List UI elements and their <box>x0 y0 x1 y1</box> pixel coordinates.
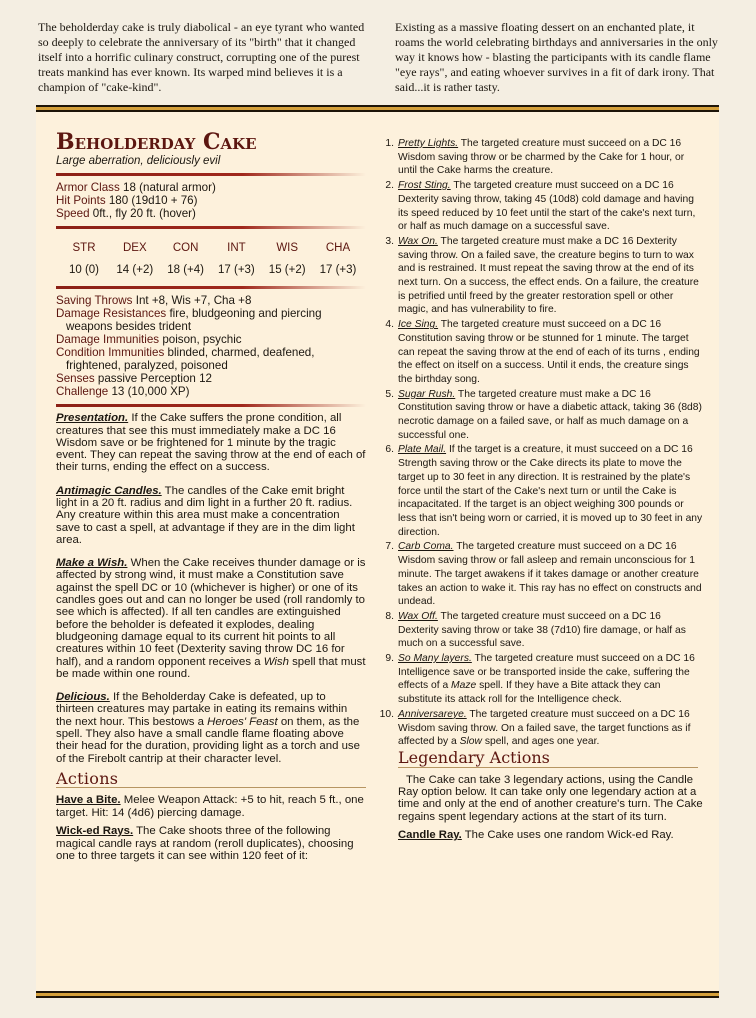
intro-right-text: Existing as a massive floating dessert on an enchanted plate, it roams the world celebrating birthdays and anniversaries in the only way it knows how - blasting the participants with its candle flame "eye rays", and eating whoever survives in a fit of dark irony. That said...it is rather tasty. <box>395 20 718 94</box>
ability-wis: WIS 15 (+2) <box>268 242 306 276</box>
ability-int: INT 17 (+3) <box>218 242 255 276</box>
list-item: 1. Pretty Lights. The targeted creature must succeed on a DC 16 Wisdom saving throw or be charmed by the Cake for 1 hour, or until the Cake harms the creature. <box>385 138 685 177</box>
intro-left-text: The beholderday cake is truly diabolical - an eye tyrant who wanted so deeply to celebrate the anniversary of its "birth" that it changed itself into a horrific culinary construct, corrupting one of the purest treats mankind has ever known. Its warped mind believes it is a champion of "cake-kind". <box>38 20 365 94</box>
saving-throws: Saving Throws Int +8, Wis +7, Cha +8 <box>56 294 252 308</box>
speed: Speed 0ft., fly 20 ft. (hover) <box>56 207 196 221</box>
ray-list <box>379 137 704 749</box>
list-item: 5. Sugar Rush. The targeted creature must make a DC 16 Constitution saving throw or have a diabetic attack, taking 36 (8d8) necrotic damage on a failed save, or half as much damage on a successful one. <box>385 388 702 441</box>
legendary-actions-heading: Legendary Actions <box>398 751 698 768</box>
legendary-actions-intro: The Cake can take 3 legendary actions, using the Candle Ray option below. It can take only one legendary action at a time and only at the end of another creature's turn. The Cake regains spent legendary actions at the start of its turn. <box>398 773 703 823</box>
armor-class: Armor Class 18 (natural armor) <box>56 181 216 195</box>
divider <box>56 226 366 229</box>
divider <box>56 173 366 176</box>
challenge: Challenge 13 (10,000 XP) <box>56 385 190 399</box>
legendary-candle-ray: Candle Ray. The Cake uses one random Wick-ed Ray. <box>398 829 674 842</box>
list-item: 8. Wax Off. The targeted creature must succeed on a DC 16 Dexterity saving throw or take 38 (7d10) fire damage, or half as much on a successful save. <box>385 610 686 650</box>
stat-block-left-column <box>56 109 366 863</box>
ability-scores <box>56 234 366 280</box>
monster-type: Large aberration, deliciously evil <box>56 155 221 167</box>
hit-points: Hit Points 180 (19d10 + 76) <box>56 194 198 208</box>
damage-immunities: Damage Immunities poison, psychic <box>56 333 242 347</box>
divider <box>56 286 366 289</box>
list-item: 2. Frost Sting. The targeted creature must succeed on a DC 16 Dexterity saving throw, taking 45 (10d8) cold damage and having its speed reduced by 10 feet until the start of the cake's next turn, or half as much damage on a successful save. <box>385 180 696 233</box>
action-have-a-bite: Have a Bite. Melee Weapon Attack: +5 to hit, reach 5 ft., one target. Hit: 14 (4d6) piercing damage. <box>56 794 364 819</box>
senses: Senses passive Perception 12 <box>56 372 212 386</box>
ability-con: CON 18 (+4) <box>167 242 204 276</box>
trait-delicious: Delicious. If the Beholderday Cake is defeated, up to thirteen creatures may partake in eating its remains within the next hour. This bestows a Heroes' Feast on them, as the spell. They also have a small candle flame floating above their head for the duration, providing light as a torch and use of the Firebolt cantrip at their character level. <box>56 691 360 765</box>
ability-dex: DEX 14 (+2) <box>116 242 154 276</box>
ability-cha: CHA 17 (+3) <box>319 242 357 276</box>
stat-block-right-column <box>379 137 704 842</box>
damage-resistances: Damage Resistances fire, bludgeoning and piercing weapons besides trident <box>56 307 322 334</box>
list-item: 4. Ice Sing. The targeted creature must succeed on a DC 16 Constitution saving throw or be stunned for 1 minute. The target can repeat the saving throw at the end of each of its turns , ending the effect on itself on a success. Until it ends, the creature sings the birthday song. <box>385 319 700 385</box>
trait-antimagic-candles: Antimagic Candles. The candles of the Cake emit bright light in a 20 ft. radius and dim light in a further 20 ft. radius. Any creature within this area must make a concentration save to cast a spell, at advantage if they are in the dim light area. <box>56 484 355 546</box>
action-wicked-rays: Wick-ed Rays. The Cake shoots three of the following magical candle rays at random (reroll duplicates), choosing one to three targets it can see within 120 feet of it: <box>56 825 354 863</box>
condition-immunities: Condition Immunities blinded, charmed, deafened, frightened, paralyzed, poisoned <box>56 346 315 373</box>
trait-presentation: Presentation. If the Cake suffers the prone condition, all creatures that see this must immediately make a DC 16 Wisdom save or be frightened for 1 minute by the tragic event. They can repeat the saving throw at the end of each of their turns, ending the effect on a success. <box>56 412 366 474</box>
stat-block-top-border <box>36 105 719 112</box>
list-item: 7. Carb Coma. The targeted creature must succeed on a DC 16 Wisdom saving throw or fall asleep and remain unconscious for 1 minute. The target awakens if it takes damage or another creature takes an action to wake it. This ray has no effect on constructs and undead. <box>385 541 702 608</box>
list-item: 3. Wax On. The targeted creature must make a DC 16 Dexterity saving throw. On a failed save, the creature begins to turn to wax and is restrained. It must repeat the saving throw at the end of its next turn. On a success, the effect ends. On a failure, the creature is petrified until freed by the greater restoration spell or other magic, and has vulnerability to fire. <box>385 235 699 316</box>
list-item: 6. Plate Mail. If the target is a creature, it must succeed on a DC 16 Strength saving throw or the Cake directs its plate to move the target up to 30 feet in any direction. It is restrained by the plate's force until the start of the Cake's next turn or until the Cake is incapacitated. If the target is an object weighing 300 pounds or less that isn't being worn or carried, it is moved up to 30 feet in any direction. <box>385 444 703 538</box>
ability-str: STR 10 (0) <box>68 242 100 276</box>
actions-heading: Actions <box>56 773 366 788</box>
trait-make-a-wish: Make a Wish. When the Cake receives thunder damage or is affected by strong wind, it must make a Constitution save against the spell DC or 10 (whichever is higher) or one of its candles goes out and can no longer be used (roll randomly to see which is affected). If all ten candles are extinguished before the beholder is defeated it explodes, dealing bludgeoning damage equal to its current hit points to all creatures within 10 feet (Dexterity saving throw DC 16 for half), and a random opponent receives a Wish spell that must be made within one round. <box>56 557 366 680</box>
stat-block <box>36 109 719 997</box>
divider <box>56 404 366 407</box>
list-item: 9. So Many layers. The targeted creature must succeed on a DC 16 Intelligence save or be transported inside the cake, suffering the effects of a Maze spell. If they have a Bite attack they can substitute its attack roll for the Intelligence check. <box>385 653 695 706</box>
stat-block-bottom-border <box>36 991 719 998</box>
monster-name: Beholderday Cake <box>56 129 257 155</box>
list-item: 10. Anniversareye. The targeted creature must succeed on a DC 16 Wisdom saving throw. On a failed save, the target functions as if affected by a Slow spell, and ages one year. <box>379 708 691 748</box>
